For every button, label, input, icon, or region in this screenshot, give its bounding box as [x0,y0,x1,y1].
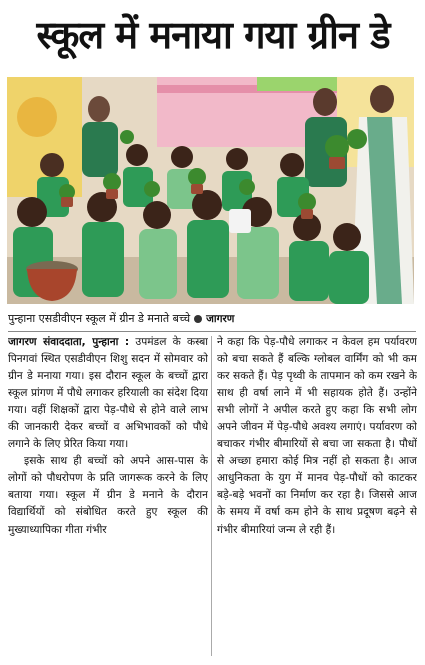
photo-caption [8,308,418,330]
column-divider [211,336,212,656]
article-column-left [8,334,208,660]
caption-source: जागरण [206,313,235,325]
article-paragraph: इसके साथ ही बच्चों को अपने आस-पास के लोगों को पौधरोपण के प्रति जागरूक करने के लिए बताया गया। स्कूल में ग्रीन डे मनाने के दौरान विद्यार्थियों को संबोधित करते हुए स्कूल की मुख्याध्यापिका गीता गंभीर [8,455,208,536]
divider-line [8,331,416,332]
bullet-dot-icon [194,315,202,323]
article-headline: स्कूल में मनाया गया ग्रीन डे [36,13,390,57]
paragraph-text: उपमंडल के कस्बा पिनगवां स्थित एसडीवीएन शिशु सदन में सोमवार को ग्रीन डे मनाया गया। इस दौरान स्कूल के बच्चों द्वारा स्कूल प्रांगण में पौधे लगाकर हरियाली का संदेश दिया गया। वहीं शिक्षकों द्वारा पेड़-पौधे से होने वाले लाभ की जानकारी देकर बच्चों व अभिभावकों को पौधे लगाने के लिए प्रेरित किया गया। [8,336,208,451]
article-paragraph: ने कहा कि पेड़-पौधे लगाकर न केवल हम पर्यावरण को बचा सकते हैं बल्कि ग्लोबल वार्मिंग को भी कम कर सकते हैं। पेड़ पृथ्वी के तापमान को कम रखने के साथ ही वर्षा लाने में भी सहायक होते हैं। उन्होंने सभी लोगों ने अपील करते हुए कहा कि सभी लोग अपने जीवन में पेड़-पौधे अवश्य लगाएं। पर्यावरण को बचाकर गंभीर बीमारियों से बचा जा सकता है। पौधों से अच्छा हमारा कोई मित्र नहीं हो सकता है। आज आधुनिकता के युग में मानव पेड़-पौधों को काटकर बड़े-बड़े भवनों का निर्माण कर रहा है। जिससे आज के समय में वर्षा कम होने के साथ प्रदूषण बढ़ने से गंभीर बीमारियां जन्म ले रही हैं। [217,336,417,536]
article-column-right [217,334,417,660]
photo-children-with-plants [7,77,414,304]
article-paragraph [8,334,208,453]
article-photo [7,77,414,304]
caption-text: पुन्हाना एसडीवीएन स्कूल में ग्रीन डे मनाते बच्चे [8,312,191,325]
byline: जागरण संवाददाता, पुन्हाना : [8,336,130,348]
